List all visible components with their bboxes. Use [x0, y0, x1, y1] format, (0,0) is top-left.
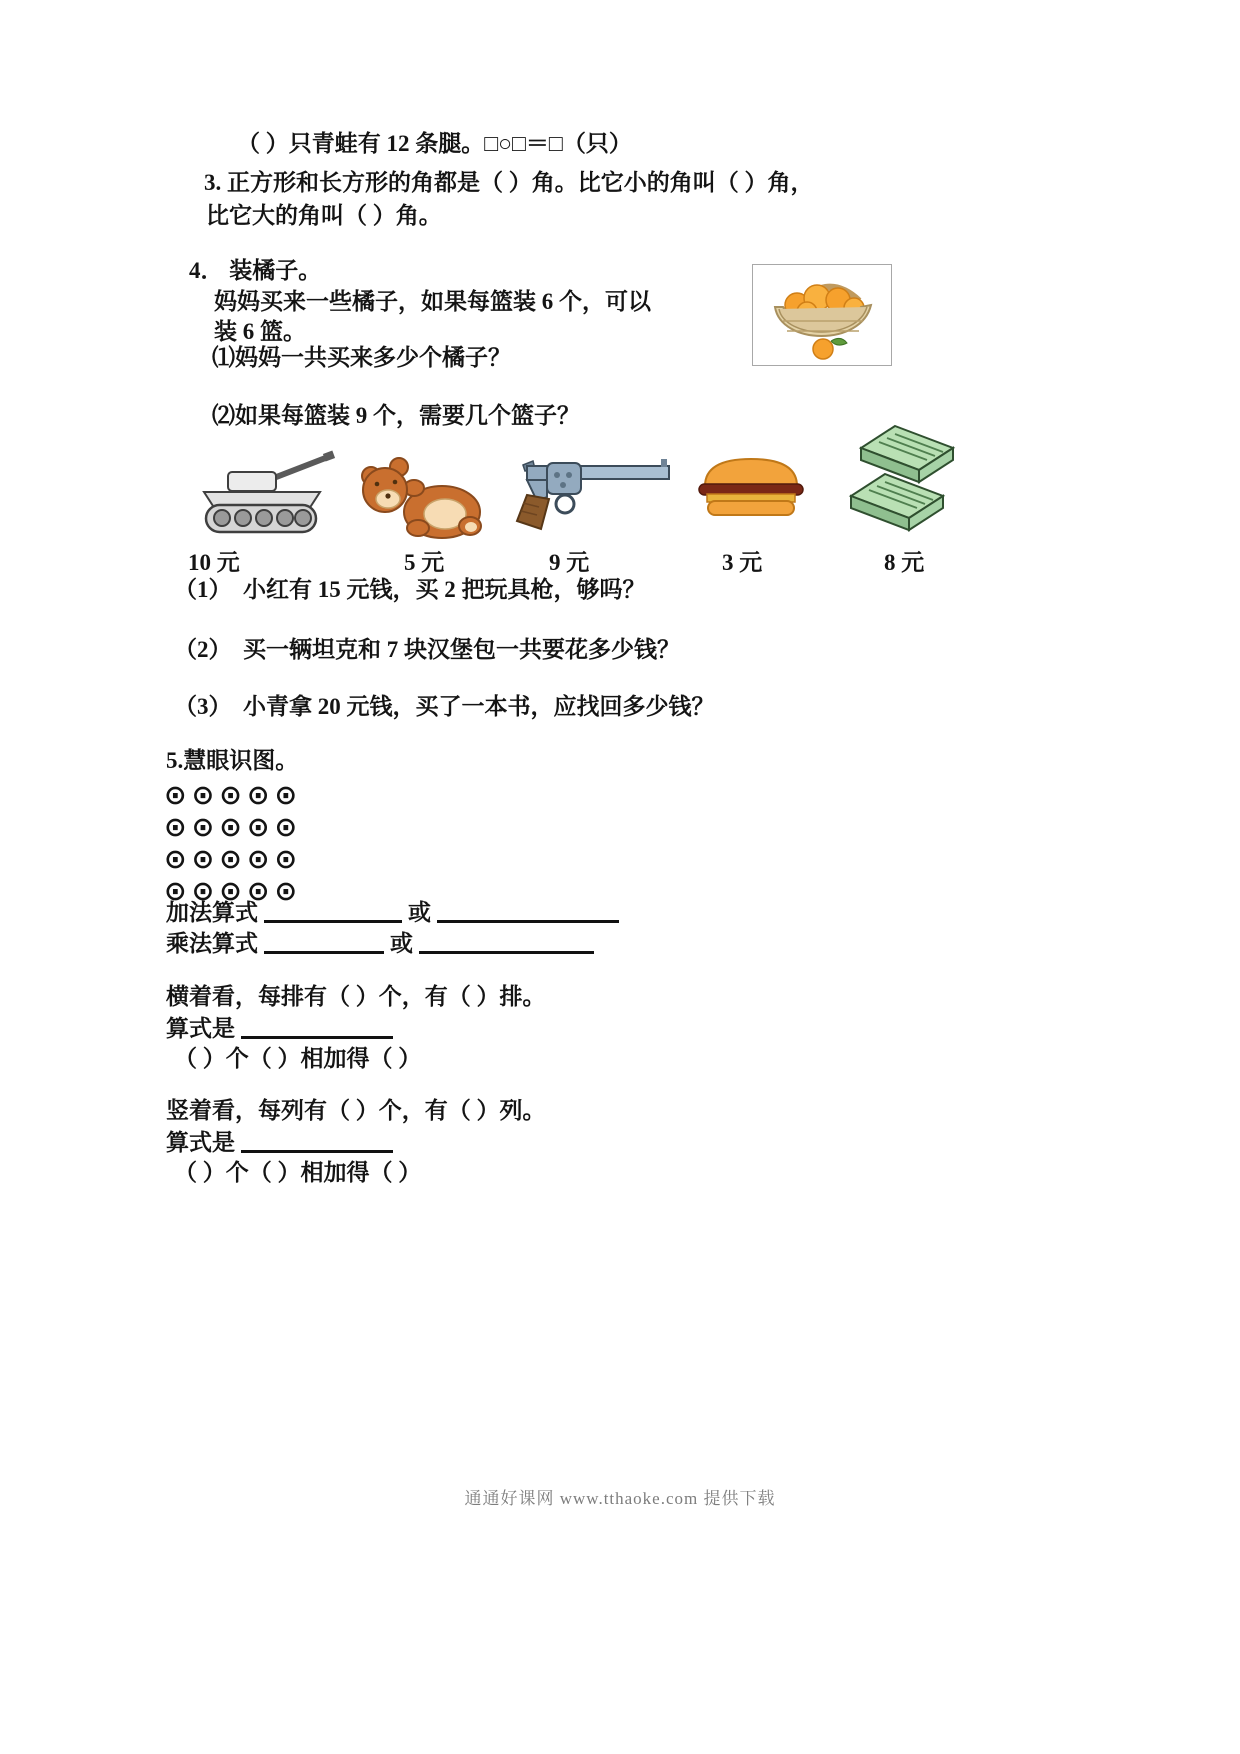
tank-icon: [186, 447, 338, 544]
addition-blank-2: [437, 897, 619, 923]
vertical-equation-label: 算式是: [166, 1130, 235, 1155]
tank-image: [186, 447, 338, 544]
toy-gun-image: [503, 455, 673, 533]
shop-question-1: （1） 小红有 15 元钱，买 2 把玩具枪，够吗？: [174, 577, 646, 602]
oranges-basket-icon: [753, 265, 891, 365]
question-3-line-2: 比它大的角叫（ ）角。: [206, 203, 442, 228]
toy-gun-icon: [503, 455, 673, 533]
books-icon: [843, 424, 957, 537]
books-price: 8 元: [884, 550, 925, 575]
question-4-sub-1: ⑴妈妈一共买来多少个橘子？: [212, 345, 511, 370]
question-4-text-1: 妈妈买来一些橘子，如果每篮装 6 个，可以: [214, 289, 651, 314]
tank-price: 10 元: [188, 550, 240, 575]
shop-question-2: （2） 买一辆坦克和 7 块汉堡包一共要花多少钱？: [174, 637, 680, 662]
question-4-sub-2: ⑵如果每篮装 9 个，需要几个篮子？: [212, 403, 580, 428]
multiplication-blank-2: [419, 928, 594, 954]
addition-blank-1: [264, 897, 402, 923]
question-4-title: 4． 装橘子。: [189, 258, 322, 283]
teddy-bear-icon: [350, 452, 482, 542]
question-3-line-1: 3. 正方形和长方形的角都是（ ）角。比它小的角叫（ ）角，: [204, 170, 814, 195]
dot-row-3: ⊙⊙⊙⊙⊙: [164, 844, 303, 875]
addition-equation-row: [166, 897, 625, 928]
teddy-bear-price: 5 元: [404, 550, 445, 575]
vertical-view-text: 竖着看，每列有（ ）个，有（ ）列。: [166, 1098, 546, 1123]
hamburger-image: [696, 452, 806, 525]
horizontal-view-text: 横着看，每排有（ ）个，有（ ）排。: [166, 984, 546, 1009]
multiplication-label: 乘法算式: [166, 931, 258, 956]
dot-row-1: ⊙⊙⊙⊙⊙: [164, 780, 303, 811]
oranges-basket-image: [752, 264, 892, 366]
multiplication-equation-row: [166, 928, 600, 959]
frog-question-line: （ ）只青蛙有 12 条腿。□○□＝□（只）: [237, 131, 632, 156]
horizontal-equation-blank: [241, 1013, 393, 1039]
vertical-sum-text: （ ）个（ ）相加得（ ）: [174, 1160, 422, 1185]
hamburger-icon: [696, 452, 806, 525]
addition-or-label: 或: [408, 900, 431, 925]
question-5-title: 5.慧眼识图。: [166, 748, 299, 773]
shop-question-3: （3） 小青拿 20 元钱，买了一本书，应找回多少钱？: [174, 694, 715, 719]
toy-gun-price: 9 元: [549, 550, 590, 575]
horizontal-equation-row: [166, 1013, 399, 1044]
dot-row-4: ⊙⊙⊙⊙⊙: [164, 876, 303, 907]
addition-label: 加法算式: [166, 900, 258, 925]
vertical-equation-blank: [241, 1127, 393, 1153]
teddy-bear-image: [350, 452, 482, 542]
horizontal-equation-label: 算式是: [166, 1016, 235, 1041]
books-image: [843, 424, 957, 537]
vertical-equation-row: [166, 1127, 399, 1158]
hamburger-price: 3 元: [722, 550, 763, 575]
horizontal-sum-text: （ ）个（ ）相加得（ ）: [174, 1046, 422, 1071]
multiplication-or-label: 或: [390, 931, 413, 956]
multiplication-blank-1: [264, 928, 384, 954]
question-4-text-2: 装 6 篮。: [214, 319, 306, 344]
footer-text: 通通好课网 www.tthaoke.com 提供下载: [464, 1489, 776, 1508]
dot-row-2: ⊙⊙⊙⊙⊙: [164, 812, 303, 843]
